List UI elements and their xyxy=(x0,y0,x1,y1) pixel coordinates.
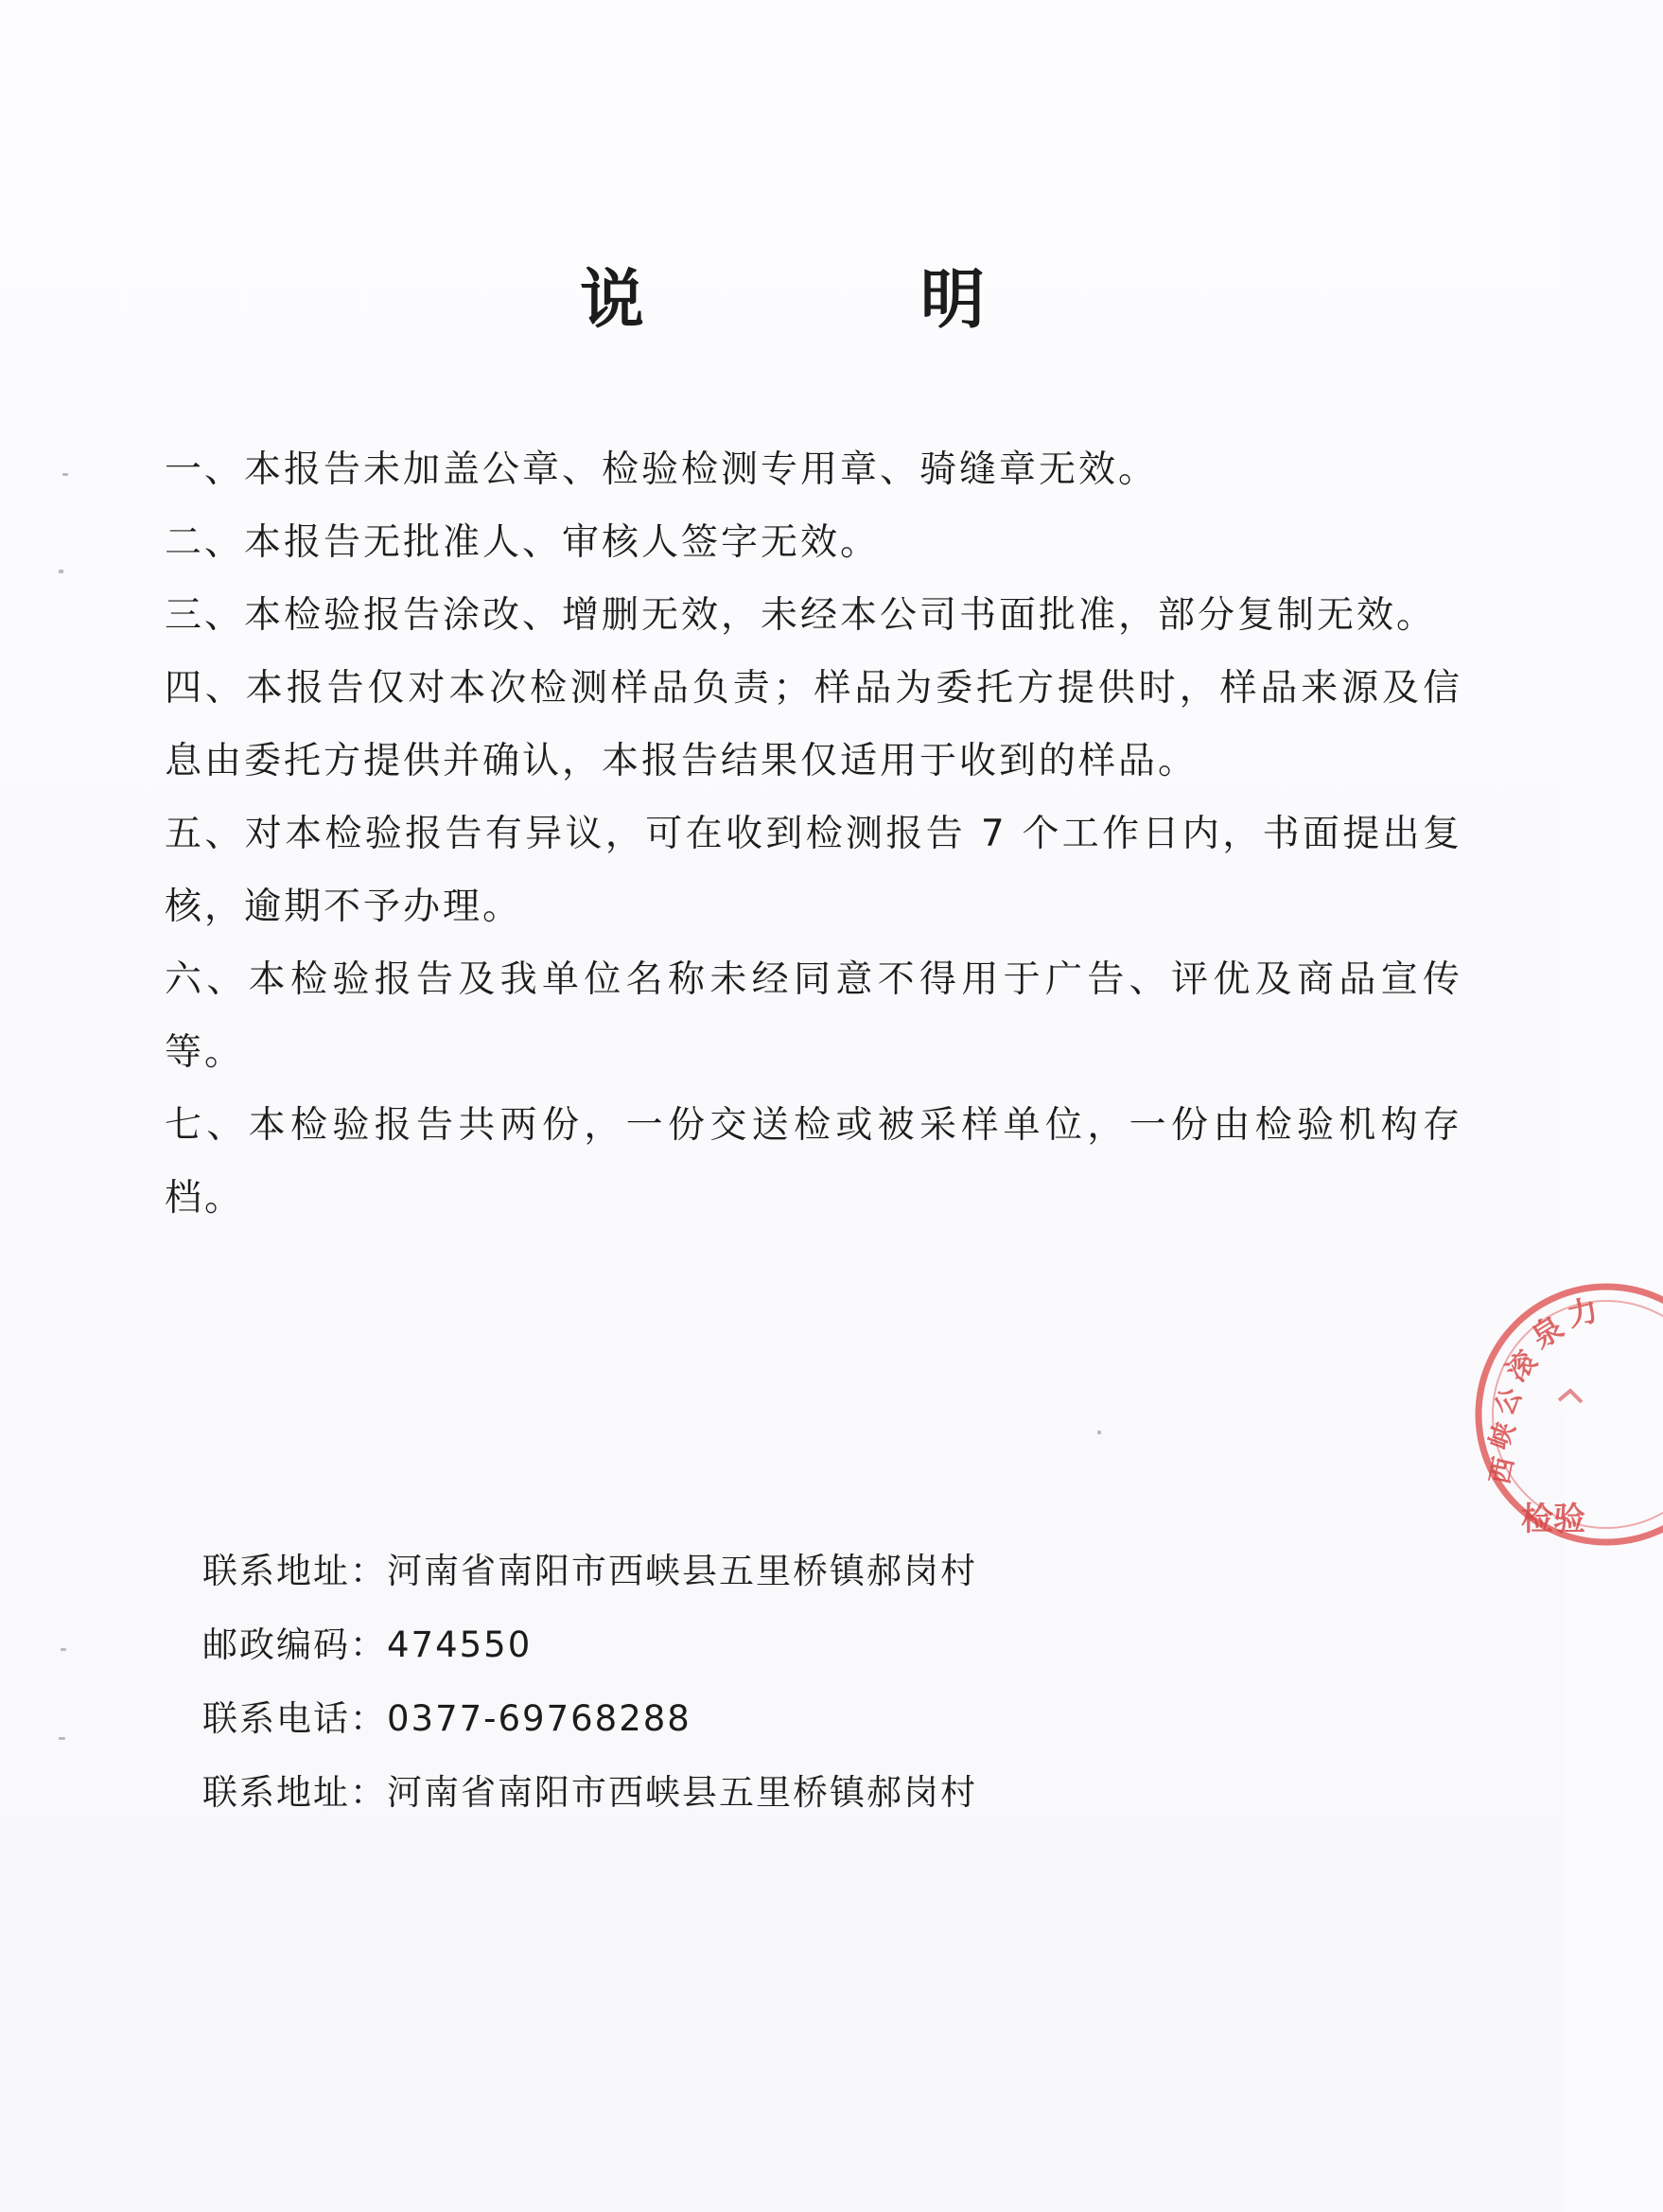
contact-address-repeat: 联系地址：河南省南阳市西峡县五里桥镇郝岗村 xyxy=(202,1772,977,1813)
contact-address: 联系地址：河南省南阳市西峡县五里桥镇郝岗村 xyxy=(202,1551,977,1591)
stamp-bottom-text: 检验 xyxy=(1521,1501,1585,1538)
scan-speck xyxy=(62,473,68,476)
scan-speck xyxy=(1097,1431,1101,1434)
note-item-7: 七、本检验报告共两份，一份交送检或被采样单位，一份由检验机构存档。 xyxy=(165,1104,1462,1220)
note-item-3: 三、本检验报告涂改、增删无效，未经本公司书面批准，部分复制无效。 xyxy=(165,594,1437,637)
stamp-arc-char-4: 滚 xyxy=(1499,1344,1545,1389)
scan-speck xyxy=(59,1737,65,1740)
stamp-arc-char-6: 力 xyxy=(1563,1291,1602,1334)
document-title: 说 明 xyxy=(579,263,1091,338)
scan-speck xyxy=(61,1648,66,1651)
contact-postal-code: 邮政编码：474550 xyxy=(202,1624,533,1665)
contact-phone: 联系电话：0377-69768288 xyxy=(202,1698,691,1739)
stamp-arc-char-2: 峡 xyxy=(1482,1417,1522,1454)
note-item-1: 一、本报告未加盖公章、检验检测专用章、骑缝章无效。 xyxy=(165,448,1159,491)
scan-speck xyxy=(59,570,63,573)
stamp-arc-char-5: 泉 xyxy=(1525,1308,1570,1356)
note-item-6: 六、本检验报告及我单位名称未经同意不得用于广告、评优及商品宣传等。 xyxy=(165,958,1462,1074)
official-seal-stamp xyxy=(1464,1249,1663,1589)
notes-list xyxy=(165,433,1462,1235)
contact-block xyxy=(202,1535,1243,1830)
stamp-arc-char-1: 西 xyxy=(1483,1454,1520,1487)
note-item-4: 四、本报告仅对本次检测样品负责；样品为委托方提供时，样品来源及信息由委托方提供并确认，本报告结果仅适用于收到的样品。 xyxy=(165,667,1462,782)
note-item-5: 五、对本检验报告有异议，可在收到检测报告 7 个工作日内，书面提出复核，逾期不予办理。 xyxy=(165,813,1462,928)
stamp-arc-char-3: 公 xyxy=(1488,1382,1529,1421)
note-item-2: 二、本报告无批准人、审核人签字无效。 xyxy=(165,521,881,564)
